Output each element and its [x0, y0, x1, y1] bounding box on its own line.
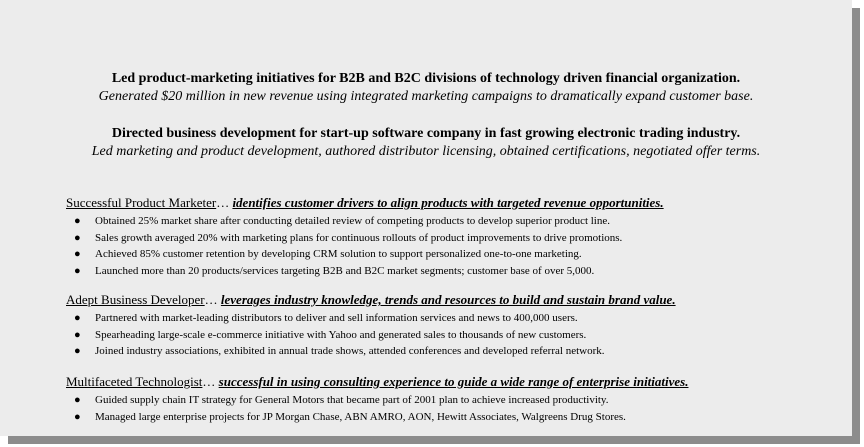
bullet-text: Achieved 85% customer retention by developing CRM solution to support personalized one-to-one marketing.: [95, 248, 582, 260]
bullet-text: Obtained 25% market share after conducting detailed review of competing products to develop superior product line.: [95, 215, 610, 227]
bullet-text: Spearheading large-scale e-commerce initiative with Yahoo and generated sales to thousands of new customers.: [95, 328, 587, 341]
section-ellipsis: …: [204, 292, 218, 307]
bullet-text: Managed large enterprise projects for JP Morgan Chase, ABN AMRO, AON, Hewitt Associates, Walgreens Drug Stores.: [95, 410, 626, 423]
bullet-icon: ●: [74, 328, 81, 341]
list-item: [66, 263, 846, 280]
section-ellipsis: …: [202, 374, 216, 389]
bullet-text: Partnered with market-leading distributors to deliver and sell information services and news to 400,000 users.: [95, 312, 578, 324]
list-item: [66, 392, 846, 409]
bullet-text: Joined industry associations, exhibited in annual trade shows, attended conferences and developed referral network.: [95, 345, 605, 357]
list-item: [66, 230, 846, 247]
bullet-icon: ●: [74, 231, 81, 244]
section-product-marketer: [66, 195, 846, 279]
section-heading: [66, 292, 846, 308]
intro-block-1: [0, 70, 852, 106]
section-heading: [66, 374, 846, 390]
section-ellipsis: …: [216, 195, 230, 210]
section-tagline: leverages industry knowledge, trends and resources to build and sustain brand value.: [220, 292, 676, 307]
bullet-text: Guided supply chain IT strategy for General Motors that became part of 2001 plan to achieve increased productivity.: [95, 394, 609, 406]
section-technologist: [66, 374, 846, 425]
bullet-icon: ●: [74, 312, 81, 324]
bullet-list: [66, 310, 846, 360]
bullet-text: Sales growth averaged 20% with marketing plans for continuous rollouts of product improvements to drive promotions.: [95, 231, 623, 244]
intro-block-2: [0, 125, 852, 161]
bullet-icon: ●: [74, 248, 81, 260]
section-title: Multifaceted Technologist: [66, 374, 203, 389]
bullet-icon: ●: [74, 410, 81, 423]
section-title: Adept Business Developer: [66, 292, 205, 307]
list-item: [66, 343, 846, 360]
bullet-icon: ●: [74, 215, 81, 227]
list-item: [66, 213, 846, 230]
bullet-list: [66, 213, 846, 279]
bullet-icon: ●: [74, 345, 81, 357]
intro-headline: Directed business development for start-up software company in fast growing electronic trading industry.: [111, 126, 741, 141]
bullet-text: Launched more than 20 products/services targeting B2B and B2C market segments; customer base of over 5,000.: [95, 264, 595, 277]
section-business-developer: [66, 292, 846, 360]
bullet-icon: ●: [74, 394, 81, 406]
bullet-icon: ●: [74, 264, 81, 277]
list-item: [66, 327, 846, 344]
section-title: Successful Product Marketer: [66, 195, 217, 210]
list-item: [66, 310, 846, 327]
section-tagline: identifies customer drivers to align products with targeted revenue opportunities.: [232, 195, 664, 210]
section-tagline: successful in using consulting experience to guide a wide range of enterprise initiatives.: [218, 374, 689, 389]
intro-subline: Generated $20 million in new revenue using integrated marketing campaigns to dramatically expand customer base.: [98, 89, 754, 104]
list-item: [66, 409, 846, 426]
list-item: [66, 246, 846, 263]
bullet-list: [66, 392, 846, 425]
section-heading: [66, 195, 846, 211]
intro-headline: Led product-marketing initiatives for B2B and B2C divisions of technology driven financial organization.: [111, 71, 741, 86]
intro-subline: Led marketing and product development, authored distributor licensing, obtained certifications, negotiated offer terms.: [91, 144, 761, 159]
